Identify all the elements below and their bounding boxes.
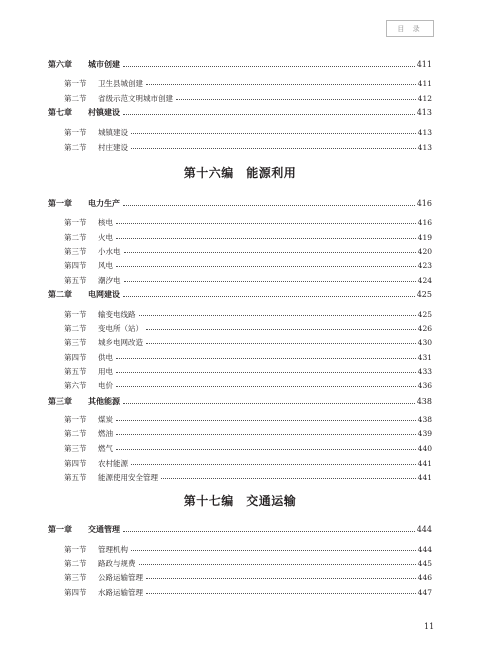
toc-chapter-entry[interactable] <box>48 105 432 117</box>
section-number: 第一节 <box>64 78 87 88</box>
section-number: 第一节 <box>64 414 87 424</box>
section-number: 第二节 <box>64 232 87 242</box>
dot-leader <box>139 563 416 565</box>
toc-section-entry[interactable] <box>64 349 432 361</box>
section-title: 村庄建设 <box>98 142 128 152</box>
section-title: 潮汐电 <box>98 275 121 285</box>
section-number: 第二节 <box>64 323 87 333</box>
section-number: 第二节 <box>64 428 87 438</box>
toc-section-entry[interactable] <box>64 229 432 241</box>
section-title: 用电 <box>98 366 113 376</box>
toc-chapter-entry[interactable] <box>48 57 432 69</box>
chapter-number: 第一章 <box>48 525 72 534</box>
toc-section-entry[interactable] <box>64 214 432 226</box>
page-reference: 426 <box>417 323 432 333</box>
page-reference: 423 <box>417 260 432 270</box>
section-title: 农村能源 <box>98 458 128 468</box>
section-number: 第三节 <box>64 337 87 347</box>
section-title: 水路运输管理 <box>98 587 143 597</box>
section-title: 风电 <box>98 260 113 270</box>
page-reference: 425 <box>417 309 432 319</box>
dot-leader <box>123 204 415 206</box>
toc-section-entry[interactable] <box>64 75 432 87</box>
dot-leader <box>131 147 416 149</box>
dot-leader <box>131 463 416 465</box>
page-reference: 413 <box>416 108 432 117</box>
dot-leader <box>123 530 415 532</box>
toc-section-entry[interactable] <box>64 124 432 136</box>
section-title: 卫生县城创建 <box>98 78 143 88</box>
chapter-title: 其他能源 <box>88 397 120 406</box>
toc-chapter-entry[interactable] <box>48 522 432 534</box>
chapter-title: 村镇建设 <box>88 108 120 117</box>
page-reference: 412 <box>417 93 432 103</box>
section-title: 能源使用安全管理 <box>98 472 158 482</box>
section-number: 第五节 <box>64 472 87 482</box>
chapter-title: 城市创建 <box>88 60 120 69</box>
dot-leader <box>116 265 416 267</box>
section-number: 第四节 <box>64 260 87 270</box>
dot-leader <box>123 402 415 404</box>
section-title: 燃气 <box>98 443 113 453</box>
section-number: 第一节 <box>64 217 87 227</box>
page-reference: 420 <box>417 246 432 256</box>
section-number: 第一节 <box>64 127 87 137</box>
toc-chapter-entry[interactable] <box>48 287 432 299</box>
section-title: 小水电 <box>98 246 121 256</box>
part-title: 第十七编 交通运输 <box>183 494 297 508</box>
page-reference: 411 <box>416 60 432 69</box>
dot-leader <box>116 419 416 421</box>
page-reference: 416 <box>417 217 432 227</box>
section-title: 火电 <box>98 232 113 242</box>
page-reference: 413 <box>417 127 432 137</box>
section-title: 燃油 <box>98 428 113 438</box>
section-number: 第六节 <box>64 380 87 390</box>
page-reference: 438 <box>417 414 432 424</box>
page-reference: 441 <box>417 472 432 482</box>
chapter-title: 交通管理 <box>88 525 120 534</box>
section-number: 第三节 <box>64 572 87 582</box>
page-reference: 433 <box>417 366 432 376</box>
toc-section-entry[interactable] <box>64 334 432 346</box>
section-title: 城镇建设 <box>98 127 128 137</box>
page-reference: 430 <box>417 337 432 347</box>
page-reference: 436 <box>417 380 432 390</box>
page-reference: 445 <box>417 558 432 568</box>
toc-section-entry[interactable] <box>64 377 432 389</box>
page-reference: 439 <box>417 428 432 438</box>
page-reference: 441 <box>417 458 432 468</box>
dot-leader <box>146 328 416 330</box>
page-reference: 444 <box>417 544 432 554</box>
dot-leader <box>176 98 416 100</box>
part-title: 第十六编 能源利用 <box>183 166 297 180</box>
dot-leader <box>146 577 416 579</box>
section-title: 煤炭 <box>98 414 113 424</box>
section-number: 第二节 <box>64 558 87 568</box>
page-reference: 446 <box>417 572 432 582</box>
section-title: 核电 <box>98 217 113 227</box>
dot-leader <box>131 549 416 551</box>
section-number: 第三节 <box>64 246 87 256</box>
dot-leader <box>146 592 416 594</box>
section-number: 第五节 <box>64 366 87 376</box>
page-reference: 444 <box>416 525 432 534</box>
dot-leader <box>139 314 416 316</box>
chapter-number: 第三章 <box>48 397 72 406</box>
section-number: 第四节 <box>64 352 87 362</box>
section-number: 第四节 <box>64 458 87 468</box>
toc-chapter-entry[interactable] <box>48 394 432 406</box>
section-number: 第一节 <box>64 544 87 554</box>
section-number: 第二节 <box>64 93 87 103</box>
dot-leader <box>116 433 416 435</box>
toc-section-entry[interactable] <box>64 306 432 318</box>
toc-section-entry[interactable] <box>64 243 432 255</box>
dot-leader <box>161 477 416 479</box>
toc-section-entry[interactable] <box>64 425 432 437</box>
chapter-number: 第二章 <box>48 290 72 299</box>
toc-section-entry[interactable] <box>64 469 432 481</box>
toc-section-entry[interactable] <box>64 272 432 284</box>
toc-section-entry[interactable] <box>64 411 432 423</box>
dot-leader <box>123 113 415 115</box>
section-title: 省级示范文明城市创建 <box>98 93 173 103</box>
toc-section-entry[interactable] <box>64 569 432 581</box>
dot-leader <box>123 65 415 67</box>
toc-section-entry[interactable] <box>64 320 432 332</box>
page-reference: 424 <box>417 275 432 285</box>
section-title: 公路运输管理 <box>98 572 143 582</box>
section-title: 变电所（站） <box>98 323 143 333</box>
dot-leader <box>124 280 416 282</box>
toc-chapter-entry[interactable] <box>48 196 432 208</box>
dot-leader <box>116 357 416 359</box>
section-number: 第五节 <box>64 275 87 285</box>
dot-leader <box>116 385 416 387</box>
page-reference: 419 <box>417 232 432 242</box>
page-reference: 440 <box>417 443 432 453</box>
section-number: 第一节 <box>64 309 87 319</box>
toc-section-entry[interactable] <box>64 139 432 151</box>
toc-section-entry[interactable] <box>64 584 432 596</box>
page-reference: 447 <box>417 587 432 597</box>
dot-leader <box>116 448 416 450</box>
chapter-title: 电力生产 <box>88 199 120 208</box>
dot-leader <box>116 237 416 239</box>
chapter-number: 第六章 <box>48 60 72 69</box>
page-number: 11 <box>424 622 435 631</box>
dot-leader <box>124 251 416 253</box>
toc-section-entry[interactable] <box>64 363 432 375</box>
page-reference: 431 <box>417 352 432 362</box>
page-reference: 425 <box>416 290 432 299</box>
section-title: 供电 <box>98 352 113 362</box>
page-reference: 411 <box>417 78 432 88</box>
section-title: 输变电线路 <box>98 309 136 319</box>
chapter-number: 第一章 <box>48 199 72 208</box>
toc-section-entry[interactable] <box>64 257 432 269</box>
section-number: 第四节 <box>64 587 87 597</box>
section-number: 第二节 <box>64 142 87 152</box>
dot-leader <box>116 222 416 224</box>
section-number: 第三节 <box>64 443 87 453</box>
running-header: 目 录 <box>386 20 434 37</box>
toc-section-entry[interactable] <box>64 555 432 567</box>
dot-leader <box>146 342 416 344</box>
dot-leader <box>123 295 415 297</box>
section-title: 管理机构 <box>98 544 128 554</box>
chapter-title: 电网建设 <box>88 290 120 299</box>
toc-section-entry[interactable] <box>64 440 432 452</box>
page-reference: 416 <box>416 199 432 208</box>
chapter-number: 第七章 <box>48 108 72 117</box>
section-title: 路政与规费 <box>98 558 136 568</box>
section-title: 电价 <box>98 380 113 390</box>
toc-section-entry[interactable] <box>64 90 432 102</box>
page-reference: 438 <box>416 397 432 406</box>
toc-section-entry[interactable] <box>64 455 432 467</box>
section-title: 城乡电网改造 <box>98 337 143 347</box>
toc-section-entry[interactable] <box>64 541 432 553</box>
dot-leader <box>146 83 416 85</box>
dot-leader <box>131 132 416 134</box>
page-reference: 413 <box>417 142 432 152</box>
dot-leader <box>116 371 416 373</box>
